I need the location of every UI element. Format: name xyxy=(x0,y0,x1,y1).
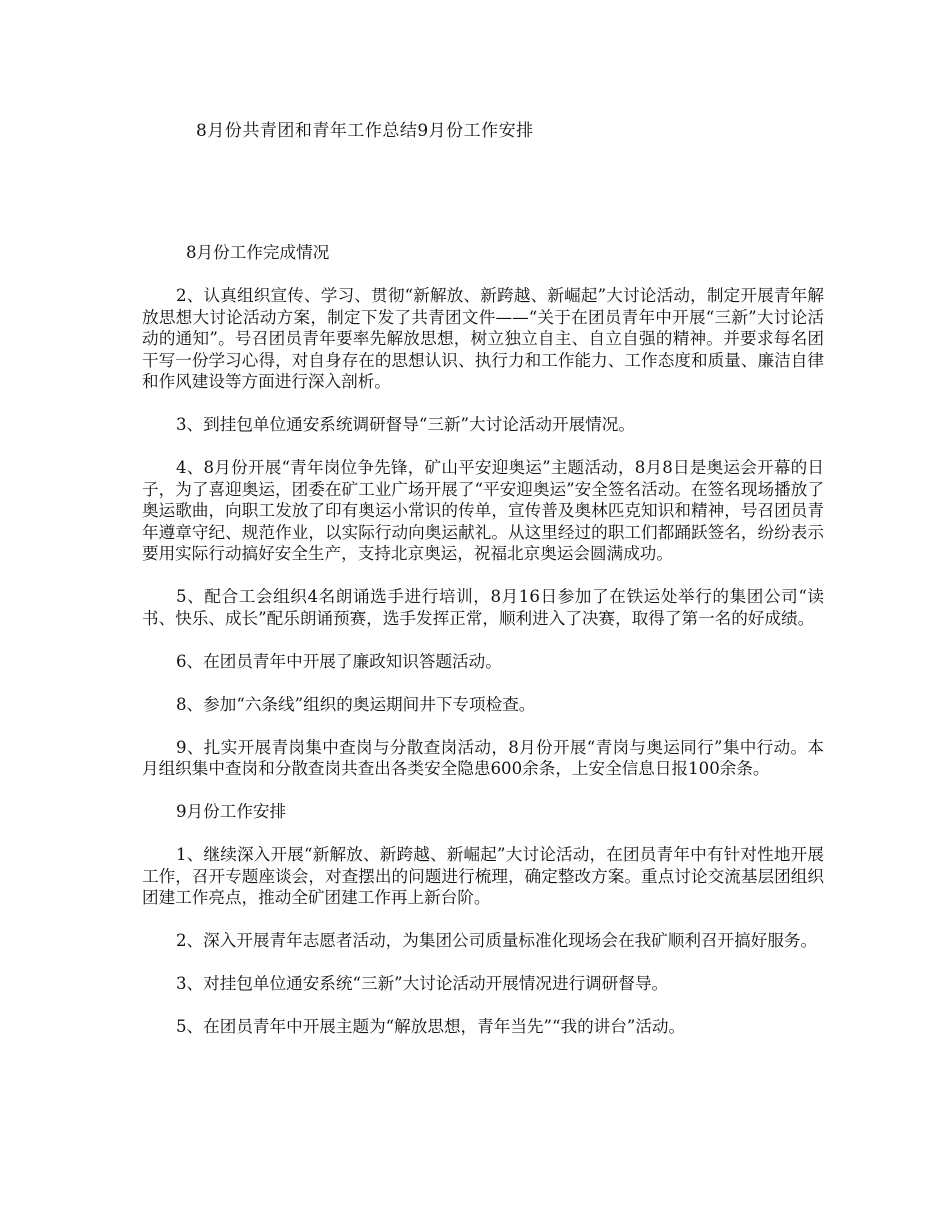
document-body xyxy=(142,242,824,1059)
paragraph-aug-9: 9、扎实开展青岗集中查岗与分散查岗活动，8月份开展“青岗与奥运同行”集中行动。本月组织集中查岗和分散查岗共查出各类安全隐患600余条，上安全信息日报100余条。 xyxy=(142,737,824,778)
paragraph-sep-1: 1、继续深入开展“新解放、新跨越、新崛起”大讨论活动，在团员青年中有针对性地开展工作，召开专题座谈会，对查摆出的问题进行梳理，确定整改方案。重点讨论交流基层团组织团建工作亮点，推动全矿团建工作再上新台阶。 xyxy=(142,845,824,907)
paragraph-aug-5: 5、配合工会组织4名朗诵选手进行培训，8月16日参加了在铁运处举行的集团公司“读书、快乐、成长”配乐朗诵预赛，选手发挥正常，顺利进入了决赛，取得了第一名的好成绩。 xyxy=(142,587,824,628)
paragraph-aug-3: 3、到挂包单位通安系统调研督导“三新”大讨论活动开展情况。 xyxy=(176,415,635,434)
paragraph-aug-6: 6、在团员青年中开展了廉政知识答题活动。 xyxy=(176,651,502,671)
paragraph-aug-2: 2、认真组织宣传、学习、贯彻“新解放、新跨越、新崛起”大讨论活动，制定开展青年解放思想大讨论活动方案，制定下发了共青团文件——“关于在团员青年中开展“三新”大讨论活动的通知”。号召团员青年要率先解放思想，树立独立自主、自立自强的精神。并要求每名团干写一份学习心得，对自身存在的思想认识、执行力和工作能力、工作态度和质量、廉洁自律和作风建设等方面进行深入剖析。 xyxy=(142,286,824,391)
paragraph-aug-8: 8、参加“六条线”组织的奥运期间井下专项检查。 xyxy=(176,694,536,714)
paragraph-aug-4: 4、8月份开展“青年岗位争先锋，矿山平安迎奥运”主题活动，8月8日是奥运会开幕的日子，为了喜迎奥运，团委在矿工业广场开展了“平安迎奥运”安全签名活动。在签名现场播放了奥运歌曲，向职工发放了印有奥运小常识的传单，宣传普及奥林匹克知识和精神，号召团员青年遵章守纪、规范作业，以实际行动向奥运献礼。从这里经过的职工们都踊跃签名，纷纷表示要用实际行动搞好安全生产，支持北京奥运，祝福北京奥运会圆满成功。 xyxy=(142,458,824,563)
paragraph-sep-5: 5、在团员青年中开展主题为“解放思想，青年当先”“我的讲台”活动。 xyxy=(176,1017,686,1036)
paragraph-sep-2: 2、深入开展青年志愿者活动，为集团公司质量标准化现场会在我矿顺利召开搞好服务。 xyxy=(176,931,818,950)
section-heading-august: 8月份工作完成情况 xyxy=(186,243,330,262)
document-title: 8月份共青团和青年工作总结9月份工作安排 xyxy=(196,121,534,141)
paragraph-sep-3: 3、对挂包单位通安系统“三新”大讨论活动开展情况进行调研督导。 xyxy=(176,974,669,993)
section-heading-september: 9月份工作安排 xyxy=(176,802,287,821)
